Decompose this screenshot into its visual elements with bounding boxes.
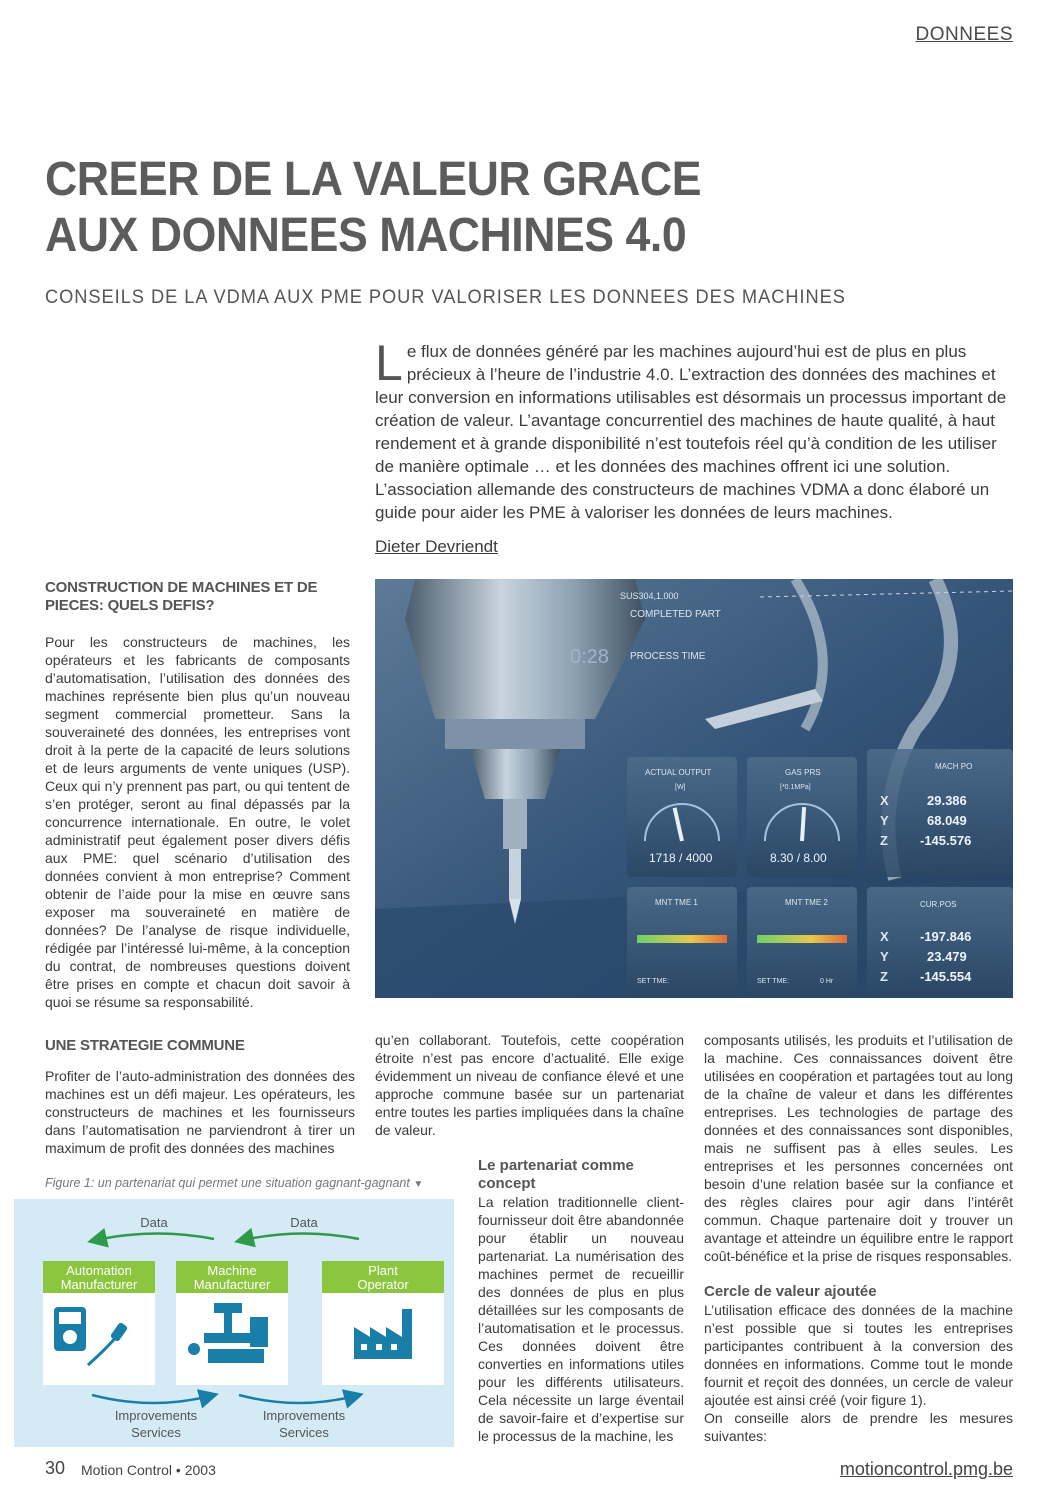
output-label: ACTUAL OUTPUT [645, 768, 712, 777]
data-label-left: Data [140, 1215, 168, 1230]
col2-paragraph-1: qu’en collaborant. Toutefois, cette coopération étroite n’est pas encore d’actualité. Elle exige évidemment un niveau de confiance élevé et une approche commune basée sur un partenariat entre toutes les parties impliquées dans la chaîne de valeur. [375, 1032, 684, 1138]
output-value: 1718 / 4000 [649, 851, 713, 865]
col1-paragraph-1: Pour les constructeurs de machines, les opérateurs et les fabricants de composants d’automatisation, l’utilisation des données des machines représente bien plus qu’un nouveau segment commercial prometteur. Sans la souveraineté des données, les entreprises vont droit à la perte de la capacité de leurs solutions et de leurs arguments de vente uniques (USP). Ceux qui n’y prennent pas part, ou qui tentent de s’en protéger, seront au final dépassés par la concurrence internationale. En outre, le volet administratif peut également poser divers défis aux PME: quel scénario d’utilisation des données convient à mon entreprise? Comment obtenir de l’aide pour la mise en œuvre sans exposer ma souveraineté en matière de données? De l’analyse de risque individuelle, rédigée par l’intéressé lui-même, à la conception du contrat, de nombreuses questions doivent être prises en compte et chacun doit savoir à quoi se résume sa responsabilité. [45, 634, 350, 1010]
maintenance-panel-2 [747, 887, 857, 998]
partnership-diagram-svg [14, 1199, 454, 1447]
set-time-label-1: SET TME: [637, 978, 670, 985]
cnc-machine-photo [375, 579, 1013, 998]
col3-paragraph-3: On conseille alors de prendre les mesures suivantes: [704, 1410, 1013, 1444]
box3-line1: Plant [368, 1263, 398, 1278]
subhead-value-circle: Cercle de valeur ajoutée [704, 1283, 877, 1300]
gauge-panel-gas [747, 757, 857, 877]
col2-paragraph-2: La relation traditionnelle client-fournisseur doit être abandonnée pour établir un nouveau partenariat. La numérisation des machines permet de recueillir des données de plus en plus détaillées sur les composants de l’automatisation et le processus. Ces données doivent être converties en informations utiles pour les différents utilisateurs. Cela nécessite un large éventail de savoir-faire et d’expertise sur le processus de la machine, les [478, 1194, 684, 1444]
set-time-label-2: SET TME: [757, 978, 790, 985]
figure-caption-text: Figure 1: un partenariat qui permet une situation gagnant-gagnant [45, 1176, 410, 1190]
heading-challenges: CONSTRUCTION DE MACHINES ET DE PIECES: QUELS DEFIS? [45, 579, 318, 614]
gas-value: 8.30 / 8.00 [770, 851, 827, 865]
services-left: Services [131, 1425, 181, 1440]
axis-z-value-2: -145.554 [920, 969, 972, 984]
data-label-right: Data [290, 1215, 318, 1230]
mnt1-label: MNT TME 1 [655, 898, 698, 907]
col1-paragraph-2: Profiter de l’auto-administration des données des machines est un défi majeur. Les opérateurs, les constructeurs de machines et les fournisseurs dans l’automatisation ne parviendront à tirer un maximum de profit des données des machines [45, 1068, 355, 1156]
axis-z-label-2: Z [880, 969, 888, 984]
gas-label: GAS PRS [785, 768, 821, 777]
axis-y-value-2: 23.479 [927, 949, 967, 964]
maintenance-panel-1 [627, 887, 737, 998]
gas-unit: [*0.1MPa] [780, 784, 811, 791]
axis-z-value: -145.576 [920, 833, 972, 848]
mnt2-label: MNT TME 2 [785, 898, 828, 907]
cnc-machine-illustration [375, 579, 1013, 998]
article-subtitle: CONSEILS DE LA VDMA AUX PME POUR VALORISER LES DONNEES DES MACHINES [45, 287, 846, 308]
box-automation-manufacturer [43, 1261, 155, 1385]
box1-line2: Manufacturer [60, 1277, 138, 1292]
gas-gauge-needle [802, 807, 804, 841]
article-title [45, 152, 882, 264]
axis-x-value: 29.386 [927, 793, 967, 808]
caret-down-icon: ▼ [413, 1179, 424, 1190]
improvements-left: Improvements [114, 1408, 198, 1423]
zero-hr-label: 0 Hr [820, 978, 834, 985]
position-panel-2 [867, 887, 1013, 998]
multimeter-icon [54, 1307, 86, 1351]
page-number: 30 [45, 1458, 66, 1478]
heading-strategy: UNE STRATEGIE COMMUNE [45, 1037, 245, 1054]
lead-paragraph [375, 335, 1013, 524]
website-link[interactable]: motioncontrol.pmg.be [839, 1459, 1013, 1479]
axis-y-label: Y [880, 813, 889, 828]
process-time-label: PROCESS TIME [630, 651, 706, 662]
cur-pos-label: CUR.POS [920, 900, 957, 909]
material-label: SUS304,1.000 [620, 591, 679, 601]
drop-cap: L [375, 335, 403, 391]
axis-x-label: X [880, 793, 889, 808]
box3-line2: Operator [357, 1277, 409, 1292]
partnership-diagram [14, 1199, 454, 1447]
box2-line2: Manufacturer [193, 1277, 271, 1292]
position-panel-1 [867, 749, 1013, 877]
axis-y-value: 68.049 [927, 813, 967, 828]
lead-text: e flux de données généré par les machines aujourd’hui est de plus en plus précieux à l’heure de l’industrie 4.0. L’extraction des données des machines et leur conversion en informations utilisables est désormais un processus important de création de valeur. L’avantage concurrentiel des machines de haute qualité, à haut rendement et à grande disponibilité n’est toutefois réel qu’à condition de les utiliser de manière optimale … et les données des machines offrent ici une solution. L’association allemande des constructeurs de machines VDMA a donc élaboré un guide pour aider les PME à valoriser les données de leurs machines. [375, 342, 1007, 522]
box-plant-operator [322, 1261, 444, 1385]
subhead-partnership: Le partenariat comme concept [478, 1157, 634, 1192]
services-right: Services [279, 1425, 329, 1440]
gauge-panel-output [627, 757, 737, 877]
axis-x-label-2: X [880, 929, 889, 944]
axis-y-label-2: Y [880, 949, 889, 964]
mach-pos-label: MACH PO [935, 762, 973, 771]
improvements-right: Improvements [262, 1408, 346, 1423]
col3-paragraph-2: L’utilisation efficace des données de la machine n’est possible que si toutes les entreprises participantes contribuent à la conversion des données en informations. Comme tout le monde fournit et reçoit des données, un cercle de valeur ajoutée est ainsi créé (voir figure 1). [704, 1302, 1013, 1408]
completed-part-label: COMPLETED PART [630, 609, 721, 620]
box2-line1: Machine [207, 1263, 257, 1278]
col3-paragraph-1: composants utilisés, les produits et l’utilisation de la machine. Ces connaissances doivent être utilisées en coopération et partagées tout au long de la chaîne de valeur et dans les différentes entreprises. Les technologies de partage des données et des connaissances sont disponibles, mais ne suffisent pas à elles seules. Les entreprises et les personnes concernées ont besoin d’une relation basée sur la confiance et des règles claires pour agir dans l’intérêt commun. Chaque partenaire doit y trouver un avantage et atteindre un équilibre entre le rapport coût-bénéfice et la prise de risques responsables. [704, 1032, 1013, 1264]
author-link[interactable]: Dieter Devriendt [375, 537, 498, 556]
figure-caption [45, 1176, 423, 1190]
box1-line1: Automation [66, 1263, 132, 1278]
section-tag[interactable]: DONNEES [915, 24, 1013, 45]
title-line-1: CREER DE LA VALEUR GRACE [45, 153, 701, 206]
box-machine-manufacturer [176, 1261, 288, 1385]
output-unit: [W] [675, 784, 686, 791]
axis-z-label: Z [880, 833, 888, 848]
axis-x-value-2: -197.846 [920, 929, 972, 944]
cycle-counter: 0:28 [570, 646, 609, 668]
title-line-2: AUX DONNEES MACHINES 4.0 [45, 209, 687, 262]
magazine-name: Motion Control • 2003 [81, 1462, 216, 1478]
